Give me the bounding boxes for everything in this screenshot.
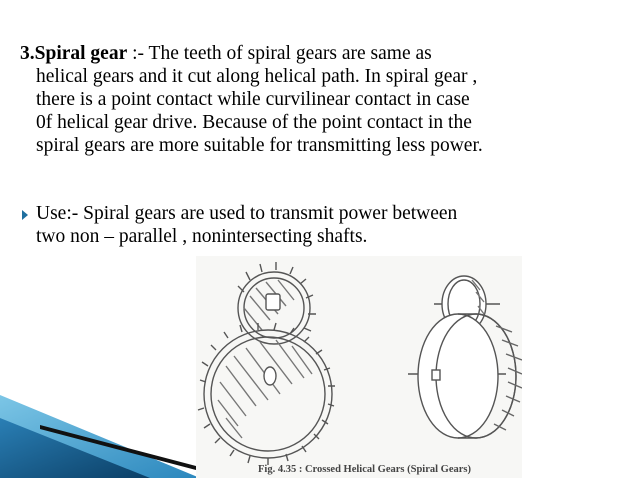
- heading-bold: 3.Spiral gear: [20, 43, 128, 64]
- paragraph-line: 0f helical gear drive. Because of the point contact in the: [36, 112, 472, 133]
- paragraph-line: spiral gears are more suitable for transmitting less power.: [36, 135, 483, 156]
- paragraph-line: :- The teeth of spiral gears are same as: [132, 43, 432, 64]
- large-gear-hub: [264, 367, 276, 385]
- triangle-bullet-icon: [22, 210, 28, 220]
- bottom-gear-key: [432, 370, 440, 380]
- main-paragraph: [20, 42, 606, 157]
- gear-figure: [196, 256, 522, 478]
- paragraph-line: there is a point contact while curvilinear contact in case: [36, 89, 470, 110]
- paragraph-line: helical gears and it cut along helical path. In spiral gear ,: [36, 66, 478, 87]
- bottom-gear-face: [418, 314, 498, 438]
- bullet-line: two non – parallel , nonintersecting shafts.: [36, 226, 368, 247]
- bullet-item: [20, 202, 606, 248]
- small-gear-hub: [266, 294, 280, 310]
- figure-caption: Fig. 4.35 : Crossed Helical Gears (Spiral Gears): [258, 464, 471, 475]
- bullet-line: Use:- Spiral gears are used to transmit power between: [36, 203, 458, 224]
